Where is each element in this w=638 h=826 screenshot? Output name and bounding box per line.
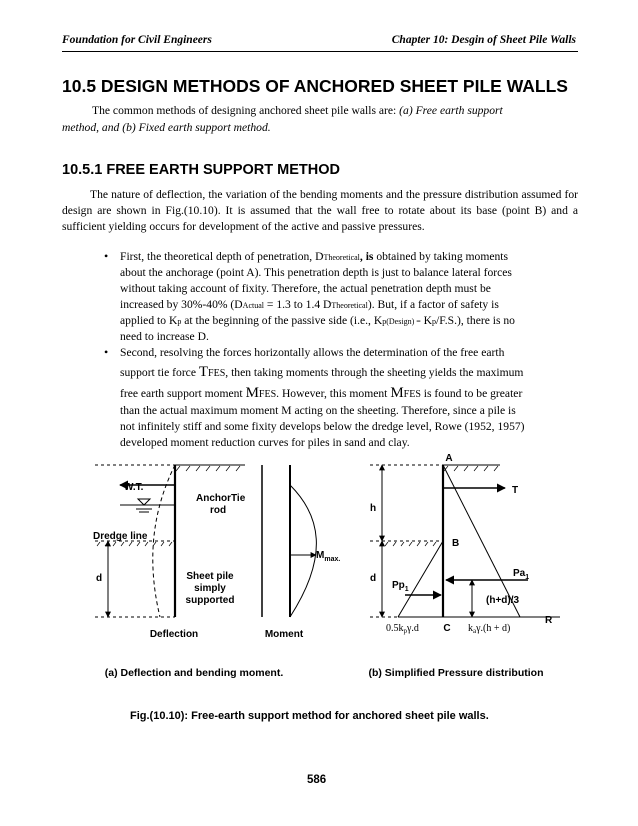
kp-label (386, 623, 419, 635)
pp-sub: 1 (404, 586, 409, 593)
bullet-2-line-5: not infinitely stiff and some fixity develops below the dredge level, Rowe (1952, 1957) (120, 420, 525, 433)
wt-triangle-icon (138, 499, 150, 505)
anchor-label-2: rod (209, 505, 227, 516)
anchor-label-1: AnchorTie (196, 493, 246, 504)
b1-sub: Theoretical (323, 253, 360, 262)
b2l3M2: M (390, 385, 404, 401)
bullet-2-line-6: developed moment reduction curves for piles in sand and clay. (120, 436, 410, 449)
bullet-1-line-4 (120, 298, 499, 311)
d-label-b: d (370, 573, 377, 584)
bullet-1-marker: • (104, 249, 109, 263)
b1l5b: at the beginning of the passive side (i.e., K (181, 314, 383, 327)
ka-text: k (468, 623, 473, 634)
mmax-M: M (316, 550, 325, 561)
caption-b: (b) Simplified Pressure distribution (368, 667, 544, 679)
b1l5sub1: p (177, 317, 182, 326)
d-label-a: d (96, 573, 103, 584)
passive-pressure-line (398, 541, 443, 617)
b1-text: First, the theoretical depth of penetration, D (120, 250, 324, 263)
header-rule (62, 51, 578, 52)
point-A-label: A (445, 453, 453, 464)
bullet-1-line-5 (120, 314, 515, 327)
bullet-1-line-3: without taking account of fixity. Therefore, the actual penetration depth must be (120, 282, 491, 295)
header-left: Foundation for Civil Engineers (62, 34, 212, 46)
hd3-label: (h+d)/3 (486, 595, 520, 606)
bullet-1-line-1 (120, 250, 508, 263)
figure-10-10 (0, 445, 638, 695)
kp-sub: p (403, 627, 407, 635)
bullet-2-line-4: than the actual maximum moment M acting on the sheeting. Therefore, since a pile is (120, 404, 516, 417)
pp-text: Pp (392, 580, 405, 591)
mmax-sub: max. (324, 556, 341, 563)
bullet-1-line-6: need to increase D. (120, 330, 209, 343)
bullet-2-marker: • (104, 345, 109, 359)
dredge-label: Dredge line (93, 531, 148, 542)
b1l4a: increased by 30%-40% (D (120, 298, 243, 311)
b1l4sub1: Actual (242, 301, 264, 310)
intro-option-a: (a) Free earth support (399, 104, 503, 117)
b2l2a: support tie force (120, 366, 199, 379)
b2l2b: , then taking moments through the sheeting yields the maximum (225, 366, 524, 379)
b2l2sub: FES (208, 368, 226, 379)
h-label: h (370, 503, 377, 514)
header-right: Chapter 10: Desgin of Sheet Pile Walls (391, 34, 576, 46)
ka-label (468, 623, 510, 635)
point-C-label: C (443, 623, 451, 634)
b1-text-c: obtained by taking moments (373, 250, 509, 263)
pa-text: Pa (513, 568, 526, 579)
ground-hatch-a (176, 466, 240, 471)
bullet-2-line-1: Second, resolving the forces horizontally allows the determination of the free earth (120, 346, 505, 359)
pile-label-2: simply (194, 583, 226, 594)
b1l5c: K (420, 314, 433, 327)
b2l3c: is found to be greater (420, 387, 523, 400)
intro-text: The common methods of designing anchored sheet pile walls are: (92, 104, 397, 117)
intro-line-1 (92, 104, 503, 117)
subsection-title: 10.5.1 FREE EARTH SUPPORT METHOD (62, 162, 340, 178)
b1l5a: applied to K (120, 314, 178, 327)
kp-text: 0.5k (386, 623, 404, 634)
wt-label: W.T. (124, 482, 144, 493)
b1l4b: = 1.3 to 1.4 D (264, 298, 332, 311)
b2l3sub: FES (258, 389, 277, 400)
diagram-a (93, 465, 340, 679)
pa-sub: 1 (525, 574, 530, 581)
bullet-1-line-2: about the anchorage (point A). This penetration depth is just to balance lateral forces (120, 266, 512, 279)
pp-label (392, 580, 409, 593)
ka-tail: γ.(h + d) (476, 623, 511, 634)
moment-curve (290, 485, 316, 617)
b2l2T: T (198, 364, 209, 380)
subsection-paragraph: The nature of deflection, the variation of the bending moments and the pressure distribution assumed for design are shown in Fig.(10.10). It is assumed that the wall free to rotate about its base (point B) and a sufficient yielding occurs for development of the active and passive pressures. (62, 188, 578, 233)
deflection-label: Deflection (149, 629, 199, 640)
point-R-label: R (545, 615, 553, 626)
page-number: 586 (307, 774, 327, 786)
dredge-hatch-b (385, 542, 436, 546)
point-B-label: B (452, 538, 460, 549)
diagram-b (368, 453, 560, 679)
moment-label: Moment (264, 629, 304, 640)
figure-caption: Fig.(10.10): Free-earth support method for anchored sheet pile walls. (130, 710, 489, 722)
tie-T-label: T (512, 485, 519, 496)
ka-sub: a (473, 627, 477, 635)
ground-hatch-b (444, 466, 498, 471)
section-title: 10.5 DESIGN METHODS OF ANCHORED SHEET PILE WALLS (62, 76, 568, 96)
pa-label (513, 568, 529, 581)
pile-label-3: supported (185, 595, 235, 606)
bullet-2-line-2 (120, 364, 523, 381)
b1-is: , is (359, 250, 374, 263)
b2l3sub2: FES (403, 389, 421, 400)
kp-tail: γ.d (407, 623, 419, 634)
b1l5d: /F.S.), there is no (436, 314, 515, 327)
intro-line-2: method, and (b) Fixed earth support method. (62, 121, 271, 134)
b1l5sub2: p(Design) = (382, 317, 421, 326)
b1l4sub2: Theoretical (331, 301, 368, 310)
b2l3a: free earth support moment (120, 387, 246, 400)
b2l3M: M (245, 385, 259, 401)
pile-label-1: Sheet pile (186, 571, 234, 582)
caption-a: (a) Deflection and bending moment. (104, 667, 284, 679)
mmax-label (316, 550, 340, 563)
b1l4c: ). But, if a factor of safety is (367, 298, 499, 311)
b2l3b: . However, this moment (276, 387, 391, 400)
bullet-2-line-3 (120, 385, 522, 402)
b1l5sub3: p (432, 317, 437, 326)
